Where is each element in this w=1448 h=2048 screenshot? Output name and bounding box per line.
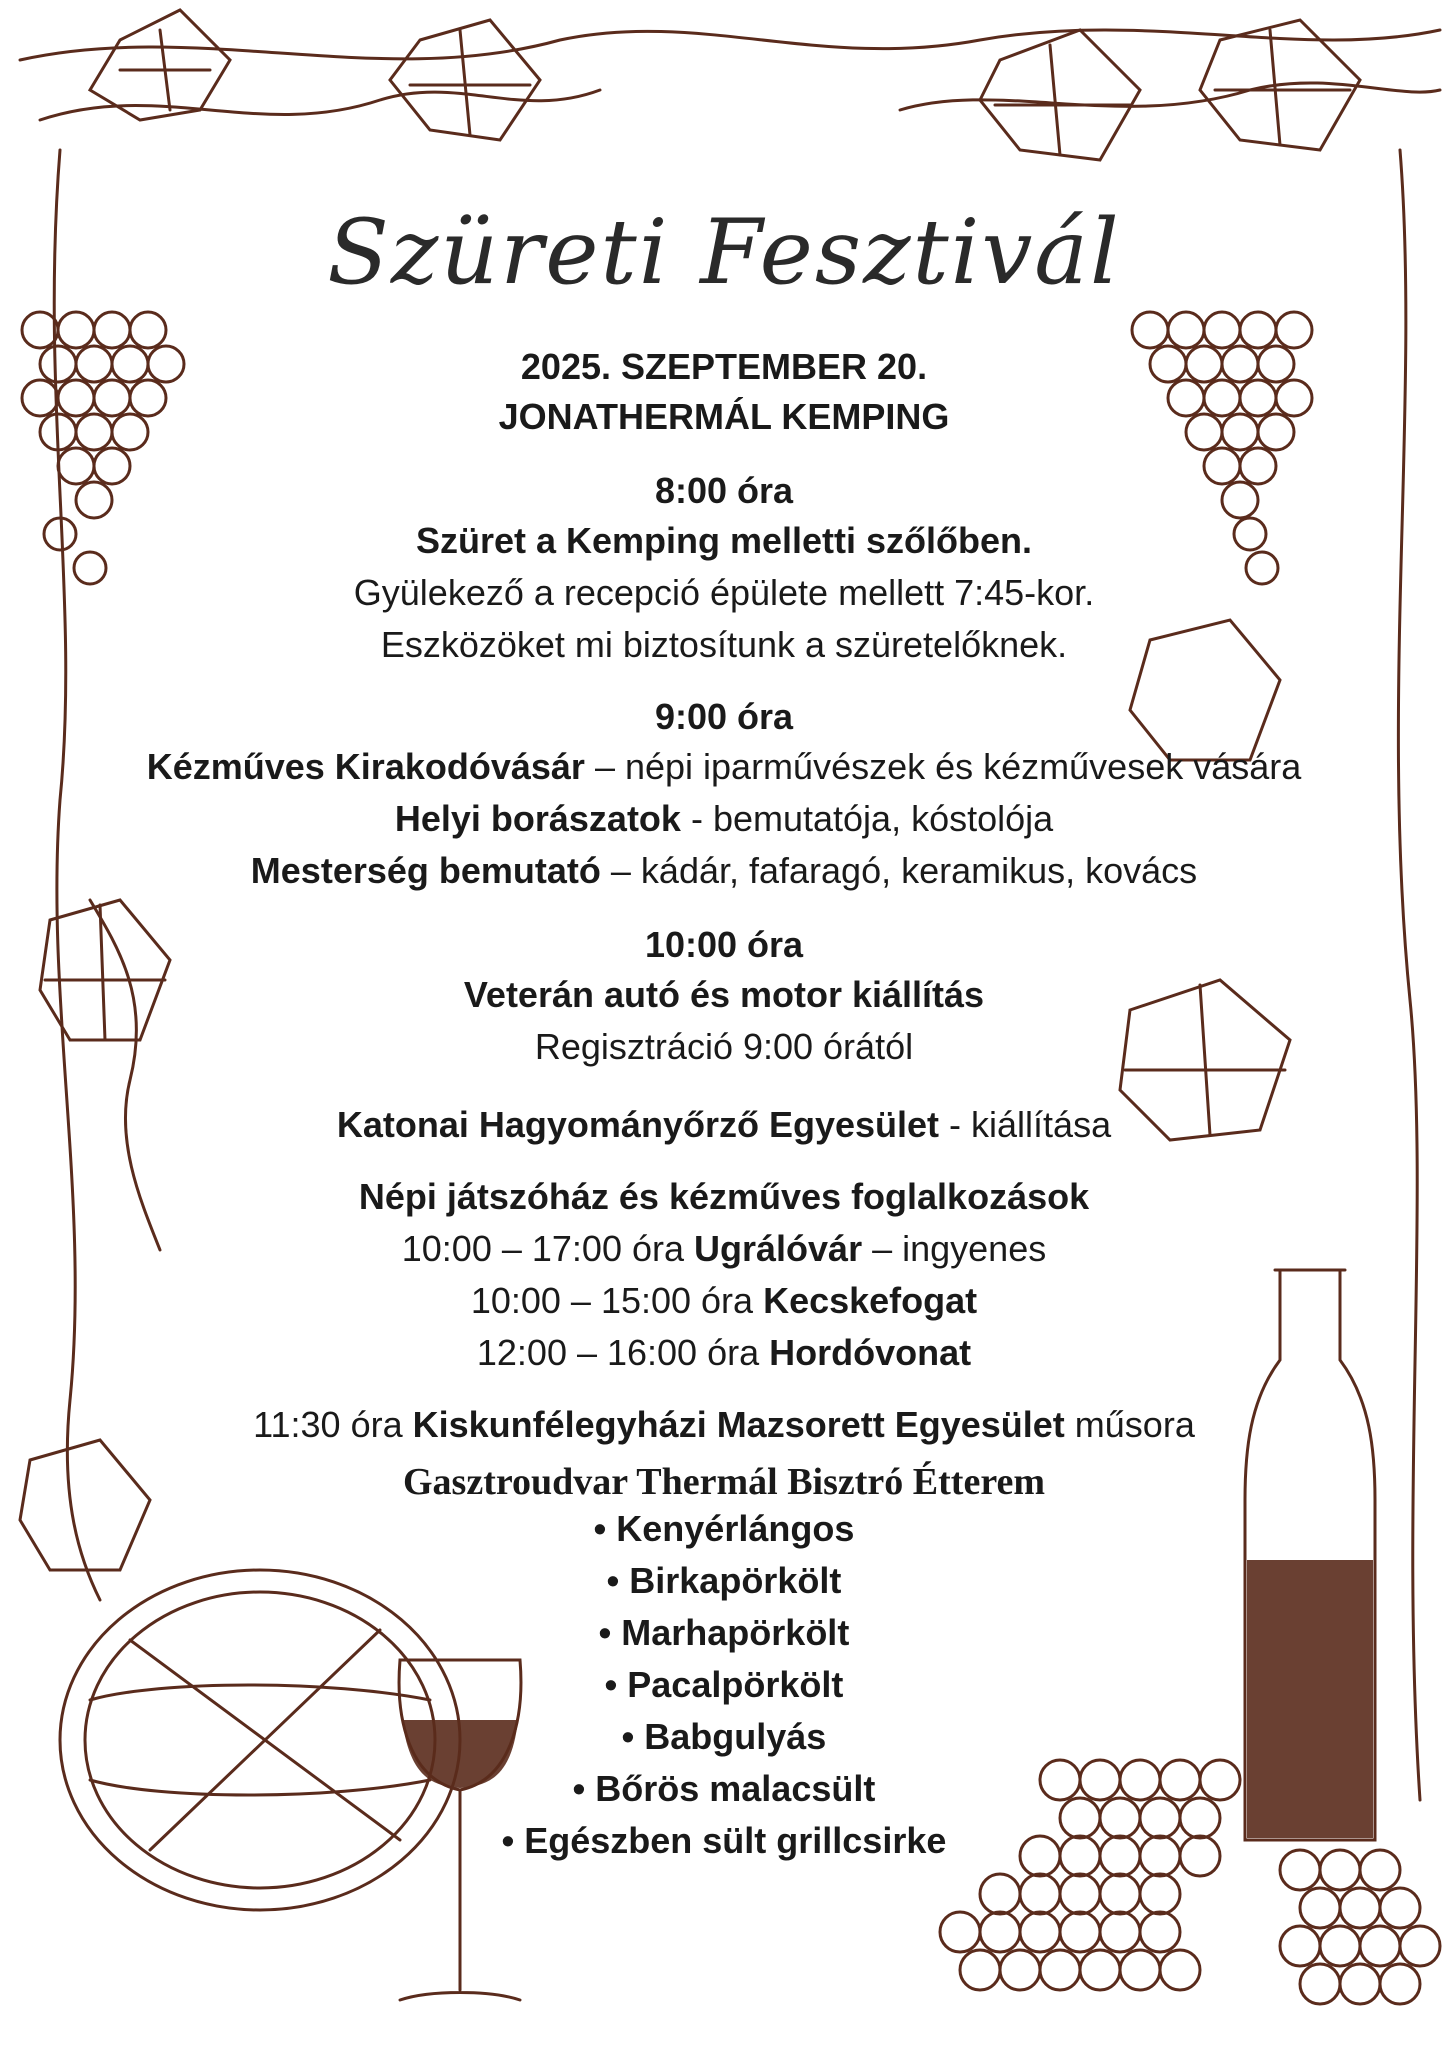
barrel-train-row [0, 1332, 1448, 1374]
veteran-heading: Veterán autó és motor kiállítás [463, 974, 985, 1015]
crafts-demo-label: Mesterség bemutató [250, 850, 601, 891]
harvest-meeting-point: Gyülekező a recepció épülete mellett 7:45-kor. [353, 572, 1095, 613]
menu-item: • Birkapörkölt [606, 1560, 842, 1601]
veteran-time: 10:00 óra [644, 924, 804, 965]
crafts-fair-desc: – népi iparművészek és kézművesek vására [584, 746, 1302, 787]
majorette-time: 11:30 óra [253, 1404, 413, 1445]
event-venue: JONATHERMÁL KEMPING [498, 396, 950, 437]
goat-cart-label: Kecskefogat [763, 1280, 978, 1321]
wineries-label: Helyi borászatok [394, 798, 681, 839]
menu-item: • Marhapörkölt [598, 1612, 850, 1653]
military-desc: - kiállítása [939, 1104, 1112, 1145]
menu-item: • Bőrös malacsült [572, 1768, 876, 1809]
crafts-demo-desc: – kádár, fafaragó, keramikus, kovács [600, 850, 1198, 891]
fair-row-wineries [0, 798, 1448, 840]
menu-item: • Pacalpörkölt [604, 1664, 844, 1705]
bouncy-castle-label: Ugrálóvár [694, 1228, 863, 1269]
harvest-tools-note: Eszközöket mi biztosítunk a szüretelőknek. [380, 624, 1068, 665]
harvest-time: 8:00 óra [654, 470, 794, 511]
fair-row-crafts [0, 746, 1448, 788]
menu-item: • Babgulyás [621, 1716, 827, 1757]
crafts-fair-label: Kézműves Kirakodóvásár [146, 746, 585, 787]
military-exhibit [0, 1104, 1448, 1146]
bouncy-castle-row [0, 1228, 1448, 1270]
menu-heading: Gasztroudvar Thermál Bisztró Étterem [402, 1461, 1046, 1503]
barrel-train-time: 12:00 – 16:00 óra [476, 1332, 770, 1373]
playhouse-heading: Népi játszóház és kézműves foglalkozások [358, 1176, 1090, 1217]
fair-row-crafts-demo [0, 850, 1448, 892]
bouncy-castle-time: 10:00 – 17:00 óra [401, 1228, 695, 1269]
harvest-heading: Szüret a Kemping melletti szőlőben. [415, 520, 1033, 561]
menu-item: • Kenyérlángos [593, 1508, 855, 1549]
military-label: Katonai Hagyományőrző Egyesület [336, 1104, 940, 1145]
majorette-show [0, 1404, 1448, 1446]
majorette-label: Kiskunfélegyházi Mazsorett Egyesület [412, 1404, 1065, 1445]
goat-cart-time: 10:00 – 15:00 óra [470, 1280, 764, 1321]
goat-cart-row [0, 1280, 1448, 1322]
menu-item: • Egészben sült grillcsirke [501, 1820, 947, 1861]
majorette-desc: műsora [1064, 1404, 1195, 1445]
barrel-train-label: Hordóvonat [769, 1332, 972, 1373]
bouncy-castle-note: – ingyenes [862, 1228, 1047, 1269]
event-date: 2025. SZEPTEMBER 20. [520, 346, 928, 387]
veteran-registration: Regisztráció 9:00 órától [534, 1026, 914, 1067]
fair-time: 9:00 óra [654, 696, 794, 737]
wineries-desc: - bemutatója, kóstolója [680, 798, 1054, 839]
festival-title: Szüreti Fesztivál [327, 200, 1121, 305]
